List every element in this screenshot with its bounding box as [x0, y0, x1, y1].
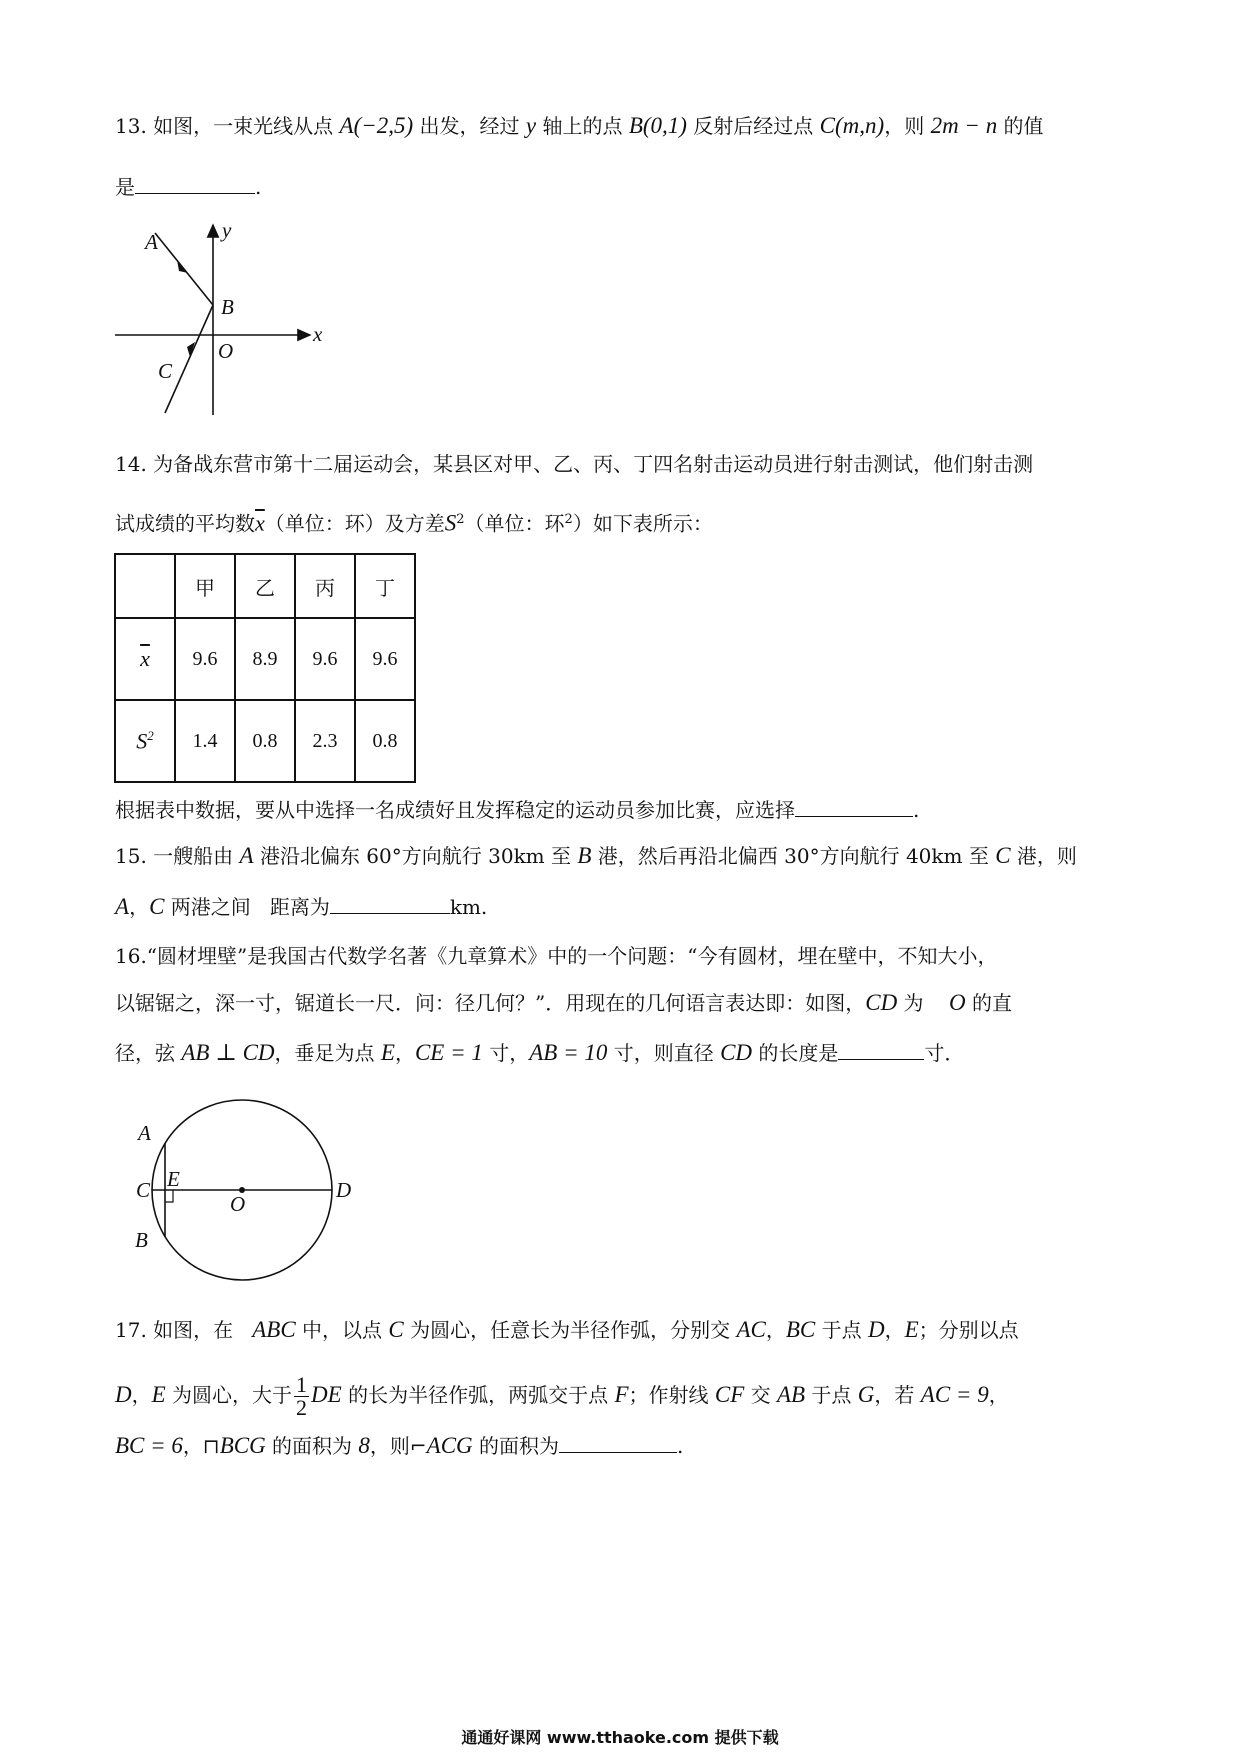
table-cell: 2.3	[295, 700, 355, 782]
var: E	[380, 1040, 395, 1065]
q17-line1	[115, 1318, 1019, 1342]
text: 寸．	[924, 1041, 965, 1065]
var: AC	[736, 1317, 766, 1342]
var: A	[115, 894, 130, 919]
text: 交	[744, 1383, 777, 1407]
label-a: A	[138, 1121, 151, 1145]
var-y: y	[525, 113, 537, 138]
table-header: 甲	[175, 554, 235, 618]
text: 港沿北偏东 60°方向航行 30km 至	[253, 844, 578, 868]
text: （单位：环）及方差	[264, 511, 445, 536]
text: 的值	[997, 114, 1044, 138]
table-cell: 1.4	[175, 700, 235, 782]
point-a: A(−2,5)	[339, 113, 414, 138]
var: CD	[865, 990, 898, 1015]
triangle-glyph: ⌐	[409, 1434, 427, 1458]
q14-after	[115, 796, 919, 822]
variance-symbol: S	[136, 728, 148, 754]
text: 14. 为备战东营市第十二届运动会，某县区对甲、乙、丙、丁四名射击运动员进行射击测试，他们射击测	[115, 452, 1034, 476]
var: BC	[785, 1317, 816, 1342]
text: 寸，	[482, 1041, 530, 1065]
label-x: x	[313, 322, 323, 346]
text: ，垂足为点	[274, 1041, 381, 1065]
text: ，若	[874, 1383, 921, 1407]
triangle-acg: ACG	[426, 1433, 473, 1458]
text: ）如下表所示：	[572, 511, 713, 536]
table-header: 丙	[295, 554, 355, 618]
var: B	[577, 843, 592, 868]
text: .	[255, 175, 262, 199]
text: 为圆心，任意长为半径作弧，分别交	[403, 1318, 737, 1342]
text: km.	[449, 895, 488, 919]
text: 16.“圆材埋壁”是我国古代数学名著《九章算术》中的一个问题：“今有圆材，埋在壁中，不知大小，	[115, 944, 998, 968]
text: ；分别以点	[918, 1318, 1019, 1342]
answer-blank[interactable]	[330, 893, 450, 914]
q16-line1	[115, 944, 997, 968]
text: 寸，则直径	[607, 1041, 721, 1065]
table-cell: 9.6	[175, 618, 235, 700]
text: 于点	[805, 1383, 858, 1407]
var: E	[151, 1382, 166, 1407]
text: 港，然后再沿北偏西 30°方向航行 40km 至	[591, 844, 996, 868]
table-row-label	[115, 700, 175, 782]
table-row	[115, 700, 415, 782]
var: D	[867, 1317, 885, 1342]
numerator: 1	[296, 1372, 308, 1397]
text: 出发，经过	[413, 114, 526, 138]
answer-blank[interactable]	[135, 173, 255, 194]
stats-table	[114, 553, 416, 783]
var: CD	[720, 1040, 753, 1065]
expression: BC = 6	[115, 1433, 183, 1458]
table-row-label	[115, 618, 175, 700]
var: CF	[714, 1382, 745, 1407]
label-o: O	[218, 339, 234, 363]
text: 径，弦	[115, 1041, 182, 1065]
text: 13. 如图，一束光线从点	[115, 114, 340, 138]
exponent: 2	[456, 512, 465, 527]
text: ，	[129, 895, 150, 919]
text: 的长度是	[752, 1041, 839, 1065]
expression: 2m − n	[930, 113, 998, 138]
ray-bc	[165, 305, 213, 413]
denominator: 2	[296, 1395, 308, 1420]
table-row	[115, 618, 415, 700]
text: ，则	[884, 114, 931, 138]
text: 的直	[965, 991, 1012, 1015]
text: 以锯锯之，深一寸，锯道长一尺．问：径几何？”．用现在的几何语言表达即：如图，	[115, 991, 866, 1015]
point-b: B(0,1)	[628, 113, 687, 138]
text: .	[913, 798, 920, 822]
text: ，	[988, 1383, 1009, 1407]
label-b: B	[221, 295, 234, 319]
text: ，	[131, 1383, 152, 1407]
expression: AB = 10	[529, 1040, 608, 1065]
answer-blank[interactable]	[559, 1432, 677, 1453]
table-cell: 0.8	[235, 700, 295, 782]
text: ，	[182, 1434, 203, 1458]
var: F	[614, 1382, 629, 1407]
text: 轴上的点	[536, 114, 629, 138]
var: O	[948, 990, 966, 1015]
q17-line3	[115, 1432, 683, 1458]
text: 港，则	[1010, 844, 1077, 868]
table-header: 丁	[355, 554, 415, 618]
label-e: E	[167, 1167, 180, 1191]
var: A	[239, 843, 254, 868]
text: 反射后经过点	[686, 114, 820, 138]
text: 17. 如图，在	[115, 1318, 253, 1342]
text: 的长为半径作弧，两弧交于点	[341, 1383, 615, 1407]
text: ，	[765, 1318, 786, 1342]
text: ，则	[369, 1434, 410, 1458]
answer-blank[interactable]	[838, 1039, 924, 1060]
label-c: C	[158, 359, 173, 383]
exponent: 2	[147, 727, 154, 743]
text: ，	[884, 1318, 905, 1342]
q13-figure	[100, 215, 340, 425]
q13-line2	[115, 173, 261, 199]
label-o: O	[230, 1192, 246, 1216]
expression: AC = 9	[920, 1382, 989, 1407]
var: E	[904, 1317, 919, 1342]
text: 为圆心，大于	[165, 1383, 293, 1407]
label-y: y	[222, 218, 232, 242]
exponent: 2	[564, 512, 573, 527]
text: 15. 一艘船由	[115, 844, 240, 868]
triangle-glyph: ⊓	[202, 1434, 220, 1458]
mean-symbol: $\overline{x}$	[255, 510, 265, 536]
mean-symbol: $\overline{x}$	[140, 646, 150, 671]
answer-blank[interactable]	[795, 796, 913, 817]
footer: 通通好课网 www.tthaoke.com 提供下载	[461, 1728, 779, 1747]
q17-line2	[115, 1370, 1009, 1420]
var: C	[388, 1317, 404, 1342]
q15-line1	[115, 844, 1077, 868]
variance-symbol: S	[444, 510, 457, 536]
text: 试成绩的平均数	[115, 511, 255, 536]
var: C	[149, 894, 165, 919]
text: 根据表中数据，要从中选择一名成绩好且发挥稳定的运动员参加比赛，应选择	[115, 798, 795, 822]
table-cell: 9.6	[355, 618, 415, 700]
text: 为	[897, 991, 949, 1015]
var: DE	[311, 1382, 342, 1407]
right-angle-mark	[165, 1190, 173, 1202]
text: 中，以点	[295, 1318, 389, 1342]
table-cell: 9.6	[295, 618, 355, 700]
q16-line3	[115, 1039, 964, 1065]
text: 的面积为	[472, 1434, 560, 1458]
table-row	[115, 554, 415, 618]
value: 8	[358, 1433, 370, 1458]
q13-line1	[115, 114, 1044, 138]
q14-line1	[115, 452, 1033, 476]
fraction-one-half	[294, 1374, 309, 1419]
table-cell: 0.8	[355, 700, 415, 782]
expression: AB ⊥ CD	[181, 1040, 275, 1065]
text: 两港之间 距离为	[164, 895, 330, 919]
var: D	[115, 1382, 132, 1407]
text: 是	[115, 175, 135, 199]
table-cell: 8.9	[235, 618, 295, 700]
q15-line2	[115, 893, 487, 919]
text: ，	[394, 1041, 415, 1065]
label-c: C	[136, 1178, 151, 1202]
q14-line2	[115, 508, 713, 536]
var: AB	[776, 1382, 806, 1407]
text: ；作射线	[628, 1383, 715, 1407]
label-a: A	[145, 230, 158, 254]
var: C	[995, 843, 1011, 868]
var: G	[857, 1382, 875, 1407]
label-d: D	[336, 1178, 352, 1202]
table-header: 乙	[235, 554, 295, 618]
text: 的面积为	[265, 1434, 359, 1458]
q16-line2	[115, 991, 1012, 1015]
expression: CE = 1	[414, 1040, 483, 1065]
triangle-abc: ABC	[252, 1317, 296, 1342]
table-cell	[115, 554, 175, 618]
label-b: B	[135, 1228, 148, 1252]
triangle-bcg: BCG	[219, 1433, 266, 1458]
text: 于点	[815, 1318, 868, 1342]
q16-figure	[110, 1095, 370, 1295]
point-c: C(m,n)	[819, 113, 885, 138]
text: （单位：环	[464, 511, 565, 536]
text: .	[677, 1434, 684, 1458]
